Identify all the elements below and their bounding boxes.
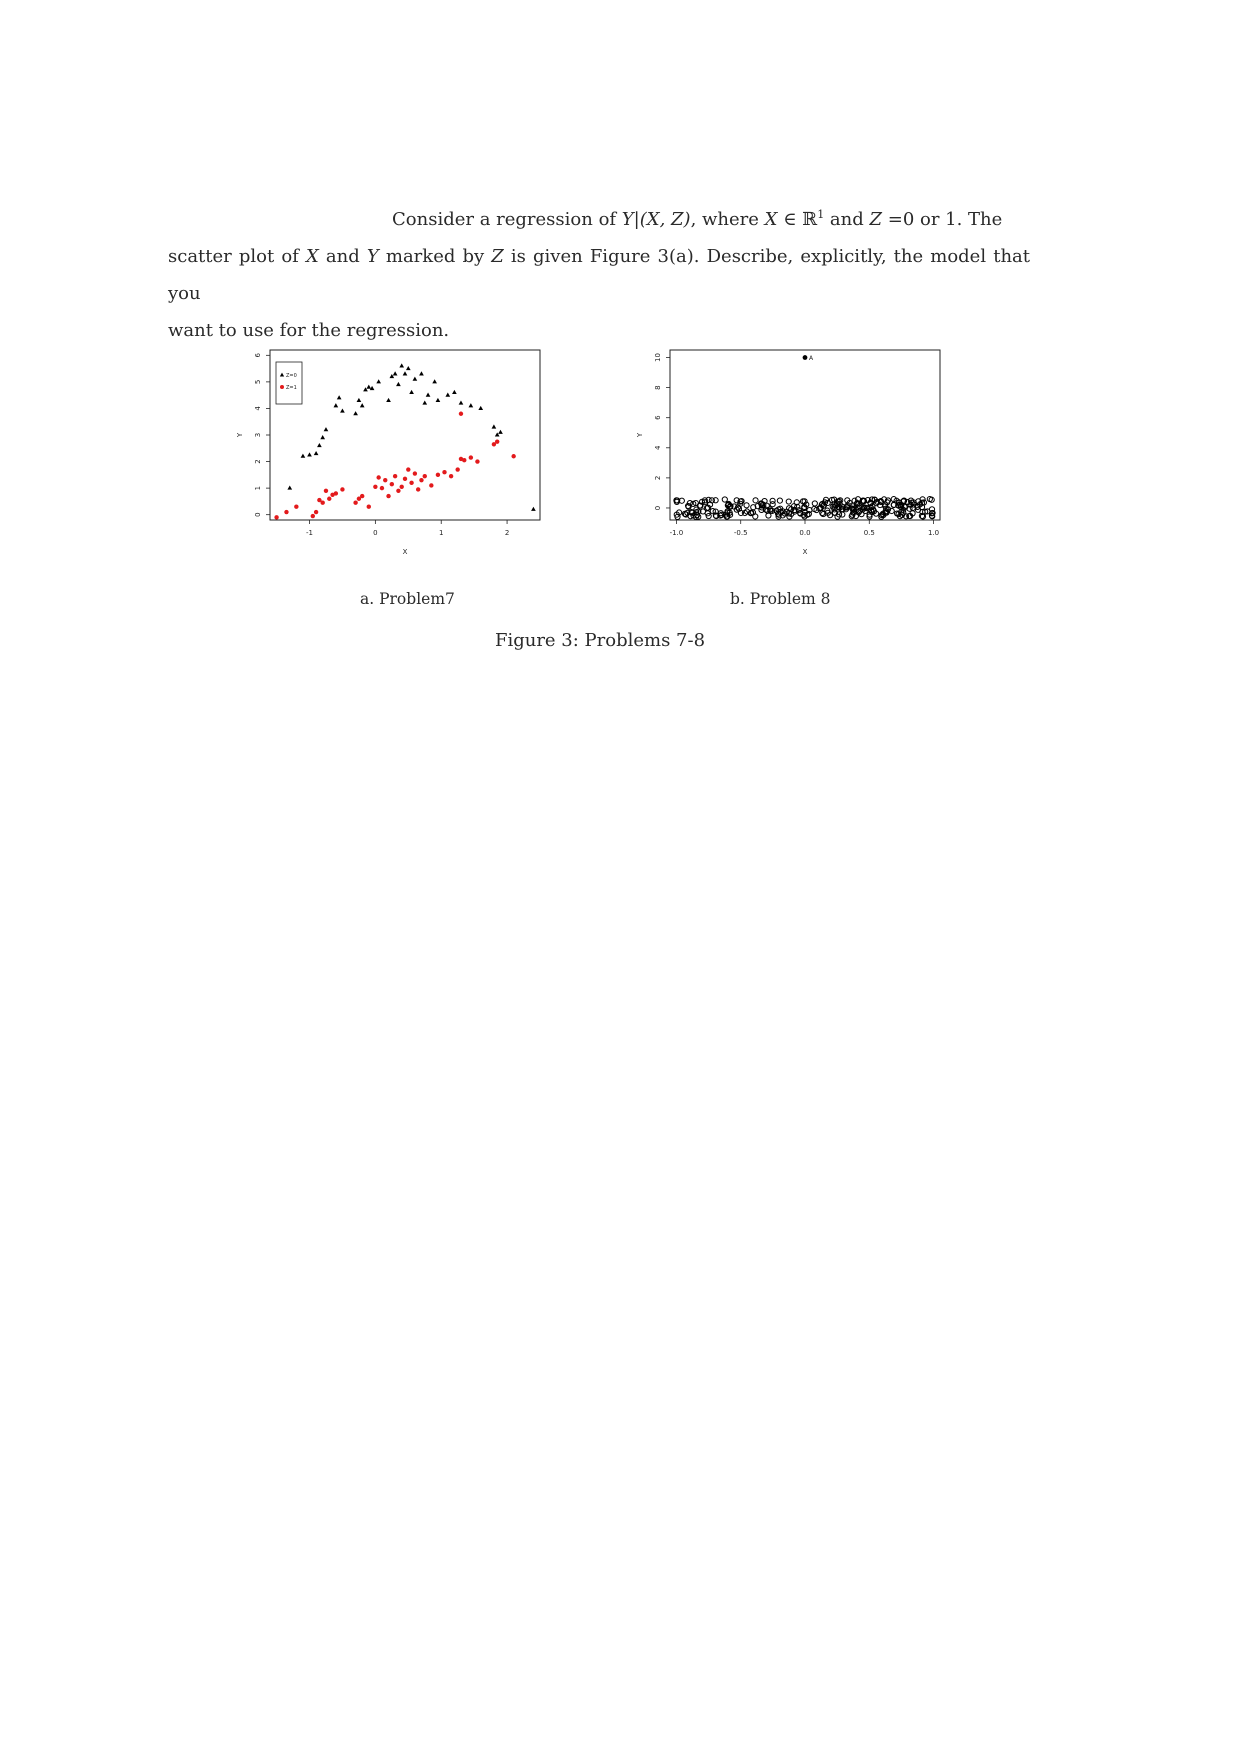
y-tick-label: 10: [654, 353, 662, 362]
triangle-point: [353, 411, 358, 415]
triangle-point: [376, 379, 381, 383]
superscript: 1: [817, 208, 825, 221]
circle-point: [406, 467, 410, 471]
circle-point: [294, 505, 298, 509]
problem-line-2: [168, 246, 1030, 304]
triangle-point: [432, 379, 437, 383]
text-run: marked by: [378, 246, 492, 267]
triangle-point: [426, 393, 431, 397]
y-tick-label: 5: [254, 379, 262, 385]
triangle-point: [320, 435, 325, 439]
y-tick-label: 4: [654, 445, 662, 451]
legend-box: [276, 362, 302, 404]
open-circle-point: [766, 513, 771, 518]
y-tick-label: 6: [254, 353, 262, 358]
text-run: is given Figure 3(a). Describe, explicitly, the model that you: [168, 246, 1030, 304]
math-run: Z: [869, 209, 883, 230]
triangle-point: [436, 398, 441, 402]
open-circle-point: [744, 503, 749, 508]
scatter-plot-problem7: [230, 340, 550, 570]
y-tick-label: 1: [254, 485, 262, 491]
triangle-point: [334, 403, 339, 407]
circle-point: [396, 489, 400, 493]
circle-point: [376, 475, 380, 479]
circle-point: [442, 470, 446, 474]
circle-point: [409, 481, 413, 485]
text-run: , where: [690, 209, 765, 230]
text-run: =0 or 1. The: [882, 209, 1003, 230]
triangle-point: [393, 371, 398, 375]
x-tick-label: 1: [438, 529, 444, 537]
triangle-point: [324, 427, 329, 431]
circle-point: [436, 473, 440, 477]
circle-point: [403, 477, 407, 481]
y-tick-label: 0: [254, 512, 262, 517]
circle-point: [367, 505, 371, 509]
math-run: Z: [491, 246, 504, 267]
circle-point: [334, 491, 338, 495]
triangle-point: [419, 371, 424, 375]
problem-statement: [168, 196, 1030, 349]
circle-point: [462, 458, 466, 462]
legend-label-z0: Z=0: [286, 373, 297, 379]
circle-point: [459, 412, 463, 416]
circle-point: [393, 474, 397, 478]
open-circle-point: [713, 498, 718, 503]
triangle-point: [301, 454, 306, 458]
problem-line-3: want to use for the regression.: [168, 320, 450, 341]
text-run: Consider a regression of: [392, 209, 622, 230]
circle-point: [353, 501, 357, 505]
circle-point: [400, 485, 404, 489]
open-circle-point: [770, 498, 775, 503]
legend-marker-z1: [280, 385, 284, 389]
circle-point: [449, 474, 453, 478]
triangle-point: [469, 403, 474, 407]
open-circle-point: [786, 499, 791, 504]
circle-point: [311, 514, 315, 518]
y-tick-label: 8: [654, 385, 662, 390]
text-run: ∈ ℝ: [777, 209, 818, 230]
x-tick-label: 0.5: [863, 529, 875, 537]
x-tick-label: 0.0: [799, 529, 811, 537]
subcaption-b: b. Problem 8: [730, 590, 831, 608]
circle-point: [380, 486, 384, 490]
math-run: Y: [366, 246, 379, 267]
x-tick-label: -0.5: [733, 529, 748, 537]
triangle-point: [399, 363, 404, 367]
open-circle-point: [812, 501, 817, 506]
circle-point: [274, 515, 278, 519]
scatter-plot-problem8: [630, 340, 950, 570]
triangle-point: [492, 424, 497, 428]
triangle-point: [413, 377, 418, 381]
circle-point: [327, 497, 331, 501]
open-circle-point: [722, 497, 727, 502]
triangle-point: [366, 385, 371, 389]
circle-point: [340, 487, 344, 491]
circle-point: [324, 489, 328, 493]
triangle-point: [287, 486, 292, 490]
text-run: and: [824, 209, 870, 230]
x-tick-label: 0: [373, 529, 378, 537]
circle-point: [423, 474, 427, 478]
circle-point: [373, 485, 377, 489]
circle-point: [495, 439, 499, 443]
triangle-point: [498, 430, 503, 434]
triangle-point: [403, 371, 408, 375]
triangle-point: [459, 401, 464, 405]
math-run: X: [305, 246, 319, 267]
x-tick-label: 1.0: [928, 529, 940, 537]
plot-frame: [670, 350, 940, 520]
triangle-point: [357, 398, 362, 402]
circle-point: [314, 510, 318, 514]
triangle-point: [478, 406, 483, 410]
text-run: scatter plot of: [168, 246, 306, 267]
circle-point: [419, 478, 423, 482]
x-tick-label: -1: [306, 529, 314, 537]
text-run: and: [318, 246, 367, 267]
subcaption-a: a. Problem7: [360, 590, 455, 608]
figure-caption: Figure 3: Problems 7-8: [494, 630, 706, 651]
open-circle-point: [753, 514, 758, 519]
y-tick-label: 0: [654, 505, 662, 511]
triangle-point: [280, 373, 284, 377]
y-tick-label: 6: [654, 415, 662, 420]
triangle-point: [396, 382, 401, 386]
x-tick-label: 2: [504, 529, 510, 537]
circle-point: [416, 487, 420, 491]
circle-point: [386, 494, 390, 498]
circle-point: [284, 510, 288, 514]
y-tick-label: 2: [654, 475, 662, 481]
circle-point: [360, 494, 364, 498]
circle-point: [320, 501, 324, 505]
triangle-point: [422, 401, 427, 405]
y-axis-label: Y: [236, 432, 244, 438]
x-axis-label: X: [802, 548, 808, 556]
point-a-marker: [803, 355, 808, 360]
circle-point: [511, 454, 515, 458]
plot-frame: [270, 350, 540, 520]
problem-line-1: [168, 196, 1030, 238]
triangle-point: [340, 408, 345, 412]
triangle-point: [409, 390, 414, 394]
y-tick-label: 4: [254, 406, 262, 411]
circle-point: [469, 455, 473, 459]
triangle-point: [360, 403, 365, 407]
triangle-point: [531, 507, 536, 511]
open-circle-point: [753, 498, 758, 503]
circle-point: [383, 478, 387, 482]
math-run: Y|(X, Z): [621, 209, 691, 230]
point-a-label: A: [809, 355, 814, 363]
x-axis-label: X: [402, 548, 408, 556]
circle-point: [475, 459, 479, 463]
triangle-point: [445, 393, 450, 397]
triangle-point: [314, 451, 319, 455]
circle-point: [390, 482, 394, 486]
circle-point: [429, 483, 433, 487]
math-run: X: [764, 209, 778, 230]
y-tick-label: 3: [254, 432, 262, 438]
legend-label-z1: Z=1: [286, 385, 297, 391]
triangle-point: [307, 452, 312, 456]
triangle-point: [317, 443, 322, 447]
circle-point: [455, 467, 459, 471]
triangle-point: [452, 390, 457, 394]
x-tick-label: -1.0: [669, 529, 684, 537]
y-tick-label: 2: [254, 459, 262, 464]
y-axis-label: Y: [636, 432, 644, 438]
triangle-point: [386, 398, 391, 402]
triangle-point: [406, 366, 411, 370]
open-circle-point: [777, 498, 782, 503]
triangle-point: [337, 395, 342, 399]
circle-point: [413, 471, 417, 475]
